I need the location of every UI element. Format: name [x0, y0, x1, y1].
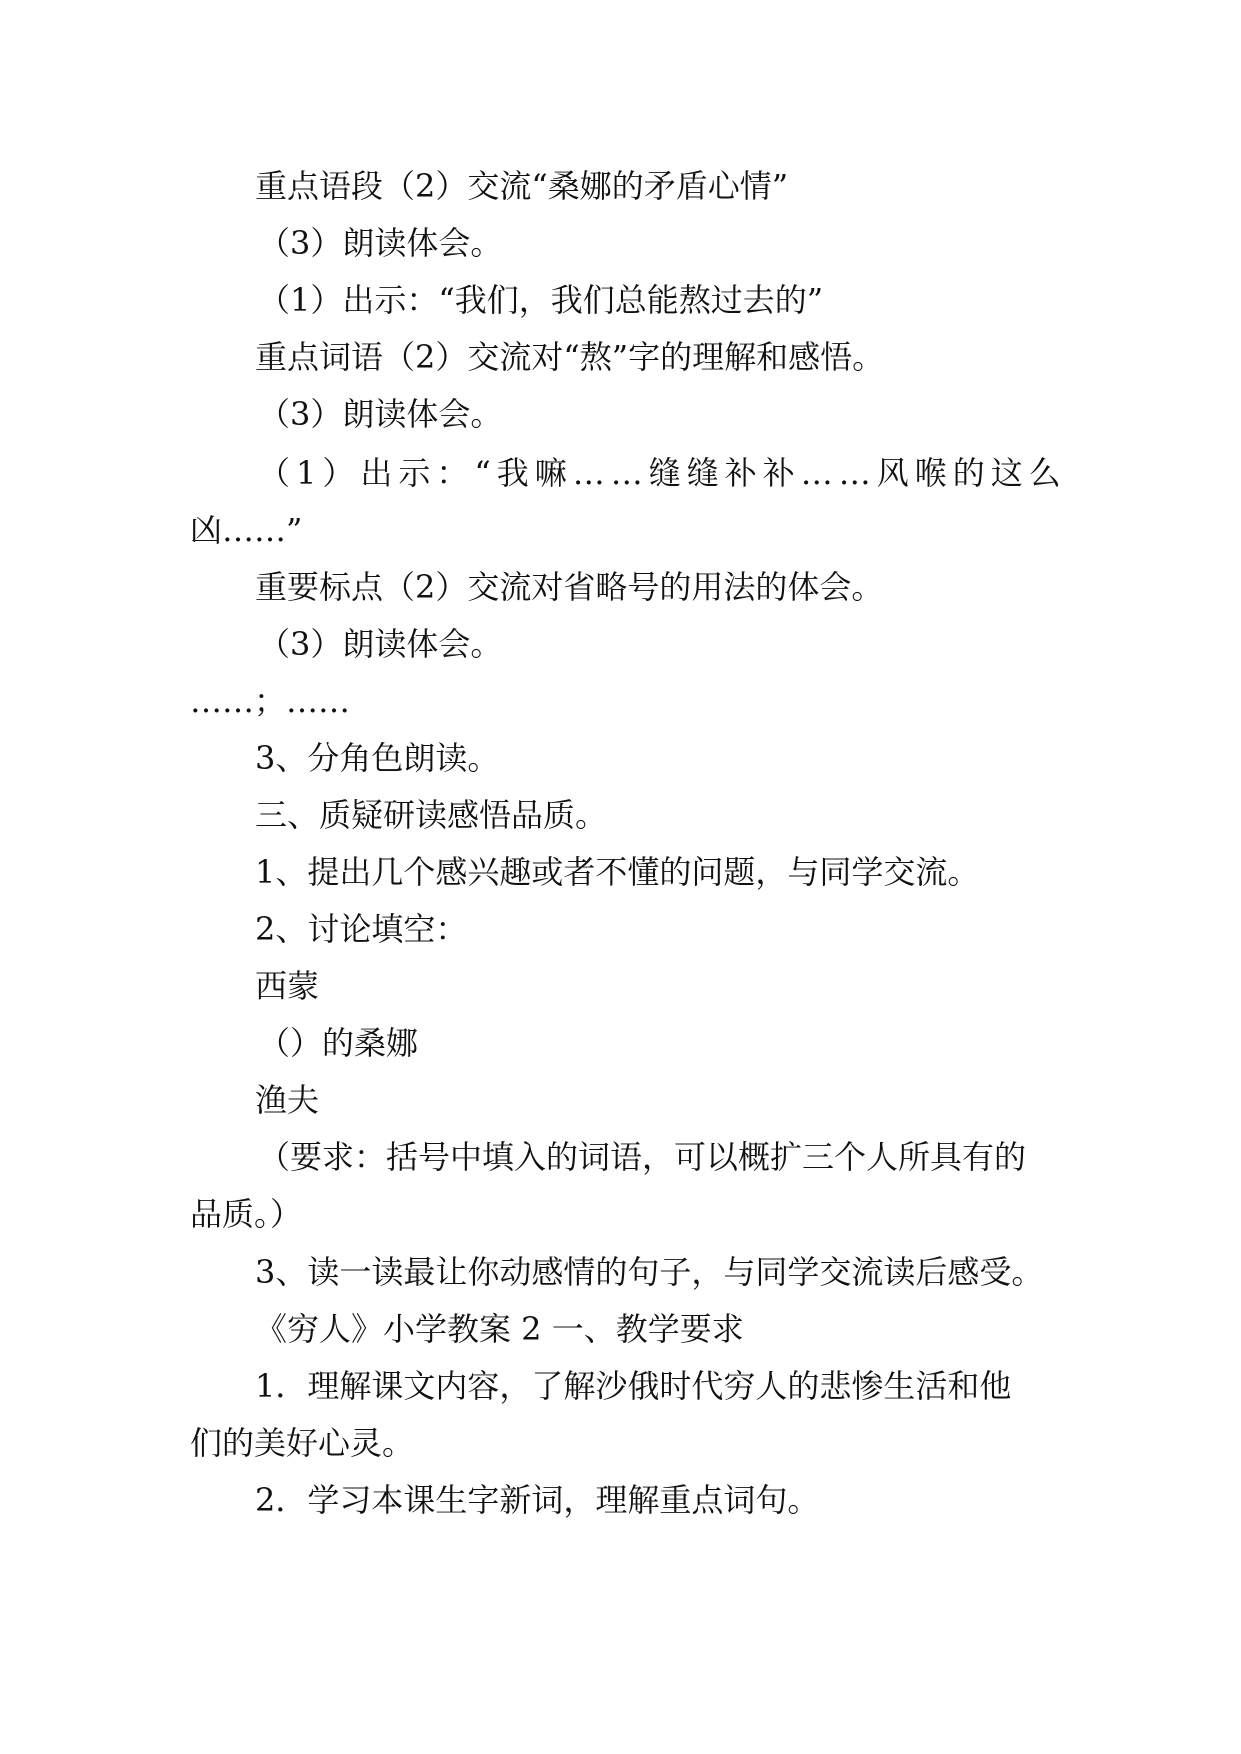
text-line: （要求：括号中填入的词语，可以概扩三个人所具有的 — [258, 1138, 1027, 1176]
text-line: 们的美好心灵。 — [190, 1424, 415, 1462]
text-line: 三、质疑研读感悟品质。 — [255, 796, 608, 834]
text-line: （1）出示：“我嘛……缝缝补补……风喉的这么 — [258, 454, 1067, 492]
text-line: 重要标点（2）交流对省略号的用法的体会。 — [255, 568, 884, 606]
text-line: 3、读一读最让你动感情的句子，与同学交流读后感受。 — [255, 1253, 1044, 1291]
text-line: 凶……” — [190, 511, 303, 549]
text-line: 2．学习本课生字新词，理解重点词句。 — [255, 1481, 820, 1519]
text-line: （3）朗读体会。 — [258, 395, 503, 433]
text-line: 2、讨论填空： — [255, 910, 468, 948]
text-line: 品质。） — [190, 1195, 303, 1233]
text-line: 3、分角色朗读。 — [255, 739, 500, 777]
text-line: （3）朗读体会。 — [258, 224, 503, 262]
text-line: ……；…… — [190, 682, 351, 720]
text-line: 重点词语（2）交流对“熬”字的理解和感悟。 — [255, 338, 885, 376]
text-line: 1．理解课文内容，了解沙俄时代穷人的悲惨生活和他 — [255, 1367, 1012, 1405]
text-line: 重点语段（2）交流“桑娜的矛盾心情” — [255, 167, 789, 205]
text-line: （3）朗读体会。 — [258, 625, 503, 663]
text-line: 《穷人》小学教案 2 一、教学要求 — [255, 1310, 744, 1348]
text-line: （）的桑娜 — [258, 1024, 419, 1062]
text-line: 渔夫 — [255, 1081, 320, 1119]
text-line: 1、提出几个感兴趣或者不懂的问题，与同学交流。 — [255, 853, 980, 891]
text-line: 西蒙 — [255, 967, 320, 1005]
text-line: （1）出示：“我们，我们总能熬过去的” — [258, 281, 824, 319]
